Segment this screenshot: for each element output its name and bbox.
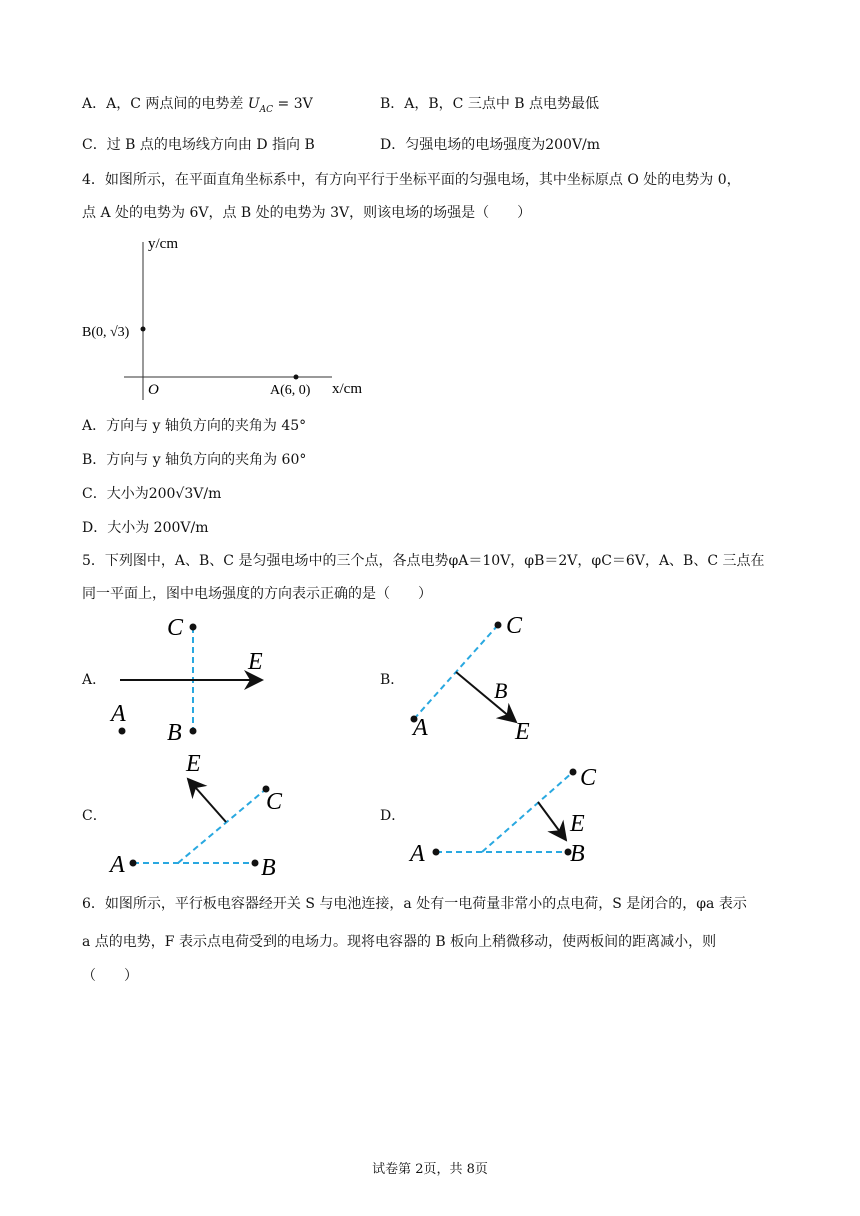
q6-stem-line1: 6．如图所示，平行板电容器经开关 S 与电池连接，a 处有一电荷量非常小的点电荷，S 是闭合的，φa 表示 <box>82 896 747 912</box>
svg-text:E: E <box>248 649 263 675</box>
q3-option-a: A．A，C 两点间的电势差 $U_{AC} = 3V$ <box>82 96 313 115</box>
q5-stem-line2: 同一平面上，图中电场强度的方向表示正确的是（ ） <box>82 586 432 602</box>
q5-figure-b <box>400 605 560 755</box>
y-axis-label: y/cm <box>148 236 178 252</box>
svg-text:B: B <box>570 841 585 867</box>
page-footer: 试卷第 2页，共 8页 <box>372 1162 488 1177</box>
svg-text:A: A <box>110 852 125 878</box>
q3-option-b: B．A，B，C 三点中 B 点电势最低 <box>380 96 600 112</box>
x-axis-label: x/cm <box>332 381 362 397</box>
svg-text:C: C <box>580 765 597 791</box>
svg-text:C: C <box>266 789 283 815</box>
svg-text:E: E <box>186 751 201 777</box>
q5-option-a-label: A． <box>82 672 107 688</box>
q4-stem-line1: 4．如图所示，在平面直角坐标系中，有方向平行于坐标平面的匀强电场，其中坐标原点 O 处的电势为 0， <box>82 172 741 188</box>
svg-text:E: E <box>515 719 530 745</box>
q3-option-c: C．过 B 点的电场线方向由 D 指向 B <box>82 137 315 153</box>
svg-text:B: B <box>494 678 508 703</box>
q5-option-b-label: B． <box>380 672 405 688</box>
q4-coordinate-figure <box>76 230 376 405</box>
point-b-label: B(0, √3) <box>82 325 130 340</box>
svg-text:C: C <box>167 615 184 641</box>
q6-stem-line2: a 点的电势，F 表示点电荷受到的电场力。现将电容器的 B 板向上稍微移动，使两板间的距离减小，则 <box>82 934 717 950</box>
q5-stem-line1: 5．下列图中，A、B、C 是匀强电场中的三个点，各点电势φA＝10V，φB＝2V，φC＝6V，A、B、C 三点在 <box>82 553 765 569</box>
point-b <box>141 327 146 332</box>
origin-label: O <box>148 382 159 398</box>
q4-option-a: A．方向与 y 轴负方向的夹角为 45° <box>82 418 307 434</box>
svg-text:E: E <box>570 811 585 837</box>
svg-text:C: C <box>506 613 523 639</box>
q5-figure-a <box>100 605 290 755</box>
q5-option-d-label: D． <box>380 808 406 824</box>
svg-text:B: B <box>261 855 276 880</box>
q3-option-d: D．匀强电场的电场强度为200V/m <box>380 137 601 153</box>
q5-figure-c <box>100 745 290 880</box>
q6-stem-line3: （ ） <box>82 968 138 984</box>
svg-text:A: A <box>410 841 425 867</box>
q4-option-b: B．方向与 y 轴负方向的夹角为 60° <box>82 452 307 468</box>
svg-text:B: B <box>167 720 182 746</box>
svg-text:A: A <box>413 715 428 741</box>
q4-stem-line2: 点 A 处的电势为 6V，点 B 处的电势为 3V，则该电场的场强是（ ） <box>82 205 532 221</box>
q5-option-c-label: C． <box>82 808 107 824</box>
q4-option-c: C．大小为200√3V/m <box>82 486 222 502</box>
q5-figure-d <box>400 745 610 875</box>
point-a <box>294 375 299 380</box>
svg-text:A: A <box>111 701 126 727</box>
point-a-label: A(6, 0) <box>270 383 311 398</box>
q4-option-d: D．大小为 200V/m <box>82 520 209 536</box>
